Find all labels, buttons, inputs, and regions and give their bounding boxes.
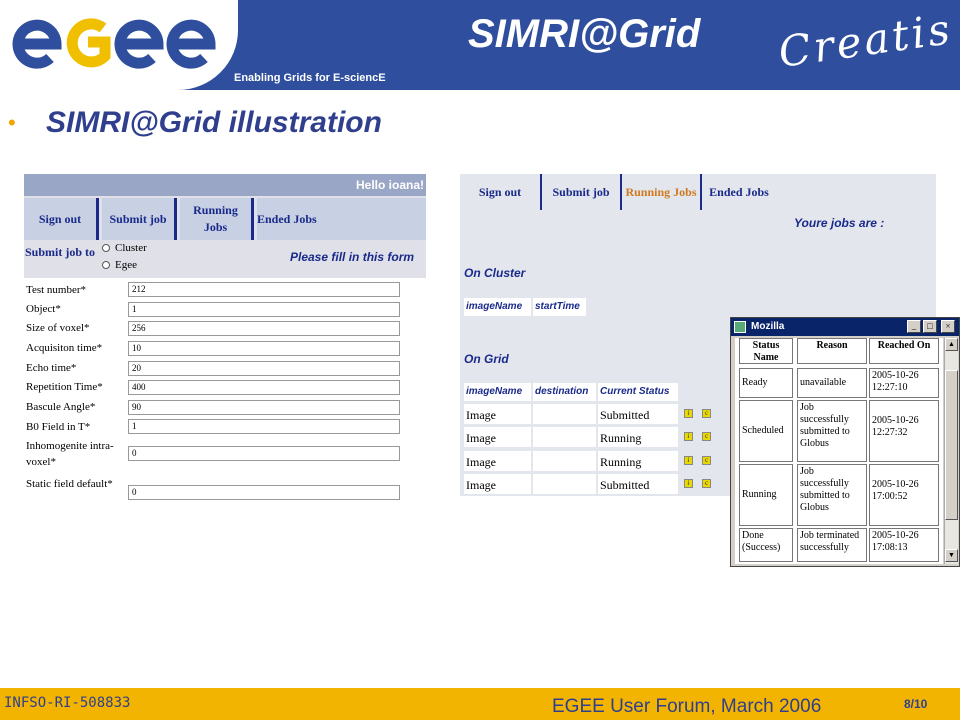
slide-heading: SIMRI@Grid illustration <box>46 106 382 139</box>
grid-cell: Submitted <box>598 474 678 494</box>
grid-cell: Running <box>598 451 678 471</box>
field-label: Inhomogenite intra-voxel* <box>26 440 114 468</box>
cancel-icon[interactable]: c <box>702 409 711 418</box>
cancel-icon[interactable]: c <box>702 432 711 441</box>
slide-header <box>0 0 960 90</box>
details-icon[interactable]: i <box>684 432 693 441</box>
reached-cell: 2005-10-26 17:00:52 <box>869 464 939 526</box>
cancel-icon[interactable]: c <box>702 456 711 465</box>
greeting-bar <box>24 174 426 196</box>
form-prompt: Please fill in this form <box>290 250 415 264</box>
popup-title: Mozilla <box>751 321 785 332</box>
echo-time-input[interactable]: 20 <box>128 361 400 376</box>
popup-status-table <box>735 338 943 564</box>
reached-cell: 2005-10-26 17:08:13 <box>869 528 939 562</box>
reached-cell: 2005-10-26 12:27:32 <box>869 400 939 462</box>
radio-cluster[interactable] <box>102 242 147 254</box>
grid-cell: Image <box>464 404 531 424</box>
event-name: EGEE User Forum, March 2006 <box>552 696 822 717</box>
field-label: Test number* <box>26 284 87 296</box>
bullet-icon: • <box>8 110 16 135</box>
submit-form-screenshot <box>24 174 426 506</box>
greeting-text: Hello ioana! <box>355 178 424 192</box>
field-label: Bascule Angle* <box>26 401 96 413</box>
slide-footer <box>0 688 960 720</box>
nav-sign-out[interactable]: Sign out <box>24 198 99 240</box>
cluster-section-title: On Cluster <box>464 266 526 280</box>
acquisition-time-input[interactable]: 10 <box>128 341 400 356</box>
reason-cell: Job successfully submitted to Globus <box>797 464 867 526</box>
bascule-angle-input[interactable]: 90 <box>128 400 400 415</box>
nav-ended-jobs[interactable]: Ended Jobs <box>709 185 769 199</box>
inhomogenite-input[interactable]: 0 <box>128 446 400 461</box>
grid-cell <box>533 427 596 447</box>
reason-cell: unavailable <box>797 368 867 398</box>
nav-submit-job[interactable]: Submit job <box>542 174 622 210</box>
close-button[interactable]: × <box>941 320 955 333</box>
radio-cluster-label: Cluster <box>115 242 147 254</box>
field-label: Size of voxel* <box>26 322 90 334</box>
table-header: startTime <box>533 298 586 316</box>
details-icon[interactable]: i <box>684 409 693 418</box>
mozilla-icon <box>734 321 746 333</box>
grid-cell: Submitted <box>598 404 678 424</box>
radio-icon <box>102 261 110 269</box>
reason-cell: Job terminated successfully <box>797 528 867 562</box>
table-header: Status Name <box>739 338 793 364</box>
job-status-popup <box>730 317 960 567</box>
grid-cell: Running <box>598 427 678 447</box>
field-label: B0 Field in T* <box>26 421 91 433</box>
status-cell: Scheduled <box>739 400 793 462</box>
table-header: Current Status <box>598 383 678 401</box>
grid-cell: Image <box>464 474 531 494</box>
egee-logo-icon <box>8 8 223 78</box>
grid-cell <box>533 474 596 494</box>
nav-ended-jobs[interactable]: Ended Jobs <box>257 198 426 240</box>
radio-egee[interactable] <box>102 259 137 271</box>
jobs-heading: Youre jobs are : <box>794 216 885 230</box>
status-cell: Ready <box>739 368 793 398</box>
nav-running-jobs[interactable]: Running Jobs <box>180 198 254 240</box>
table-header: Reached On <box>869 338 939 364</box>
field-label: Repetition Time* <box>26 381 103 393</box>
field-label: Acquisiton time* <box>26 342 103 354</box>
maximize-button[interactable]: □ <box>923 320 937 333</box>
scroll-down-icon[interactable]: ▼ <box>945 549 958 562</box>
reason-cell: Job successfully submitted to Globus <box>797 400 867 462</box>
reached-cell: 2005-10-26 12:27:10 <box>869 368 939 398</box>
table-header: Reason <box>797 338 867 364</box>
grid-cell <box>533 451 596 471</box>
field-label: Object* <box>26 303 61 315</box>
creatis-logo: Creatis <box>775 4 956 77</box>
parameter-form <box>24 278 426 506</box>
project-id: INFSO-RI-508833 <box>4 695 131 711</box>
b0-field-input[interactable]: 1 <box>128 419 400 434</box>
nav-submit-job[interactable]: Submit job <box>102 198 177 240</box>
grid-section-title: On Grid <box>464 352 509 366</box>
field-label: Echo time* <box>26 362 77 374</box>
scroll-up-icon[interactable]: ▲ <box>945 338 958 351</box>
table-header: destination <box>533 383 596 401</box>
nav-sign-out[interactable]: Sign out <box>460 174 542 210</box>
field-label: Static field default* <box>26 478 113 490</box>
slide-title: SIMRI@Grid <box>468 12 701 56</box>
static-field-input[interactable]: 0 <box>128 485 400 500</box>
object-input[interactable]: 1 <box>128 302 400 317</box>
test-number-input[interactable]: 212 <box>128 282 400 297</box>
minimize-button[interactable]: _ <box>907 320 921 333</box>
table-header: imageName <box>464 298 531 316</box>
grid-cell <box>533 404 596 424</box>
grid-cell: Image <box>464 427 531 447</box>
repetition-time-input[interactable]: 400 <box>128 380 400 395</box>
voxel-size-input[interactable]: 256 <box>128 321 400 336</box>
status-cell: Done (Success) <box>739 528 793 562</box>
tagline: Enabling Grids for E-sciencE <box>234 72 386 84</box>
details-icon[interactable]: i <box>684 456 693 465</box>
scroll-thumb[interactable] <box>945 370 958 520</box>
radio-icon <box>102 244 110 252</box>
nav-running-jobs-active[interactable]: Running Jobs <box>622 174 702 210</box>
egee-logo <box>0 0 238 90</box>
popup-scrollbar[interactable] <box>944 338 958 564</box>
page-number: 8/10 <box>904 697 928 711</box>
details-icon[interactable]: i <box>684 479 693 488</box>
grid-cell: Image <box>464 451 531 471</box>
status-cell: Running <box>739 464 793 526</box>
cancel-icon[interactable]: c <box>702 479 711 488</box>
submit-to-label: Submit job to <box>24 245 95 259</box>
table-header: imageName <box>464 383 531 401</box>
radio-egee-label: Egee <box>115 259 137 271</box>
